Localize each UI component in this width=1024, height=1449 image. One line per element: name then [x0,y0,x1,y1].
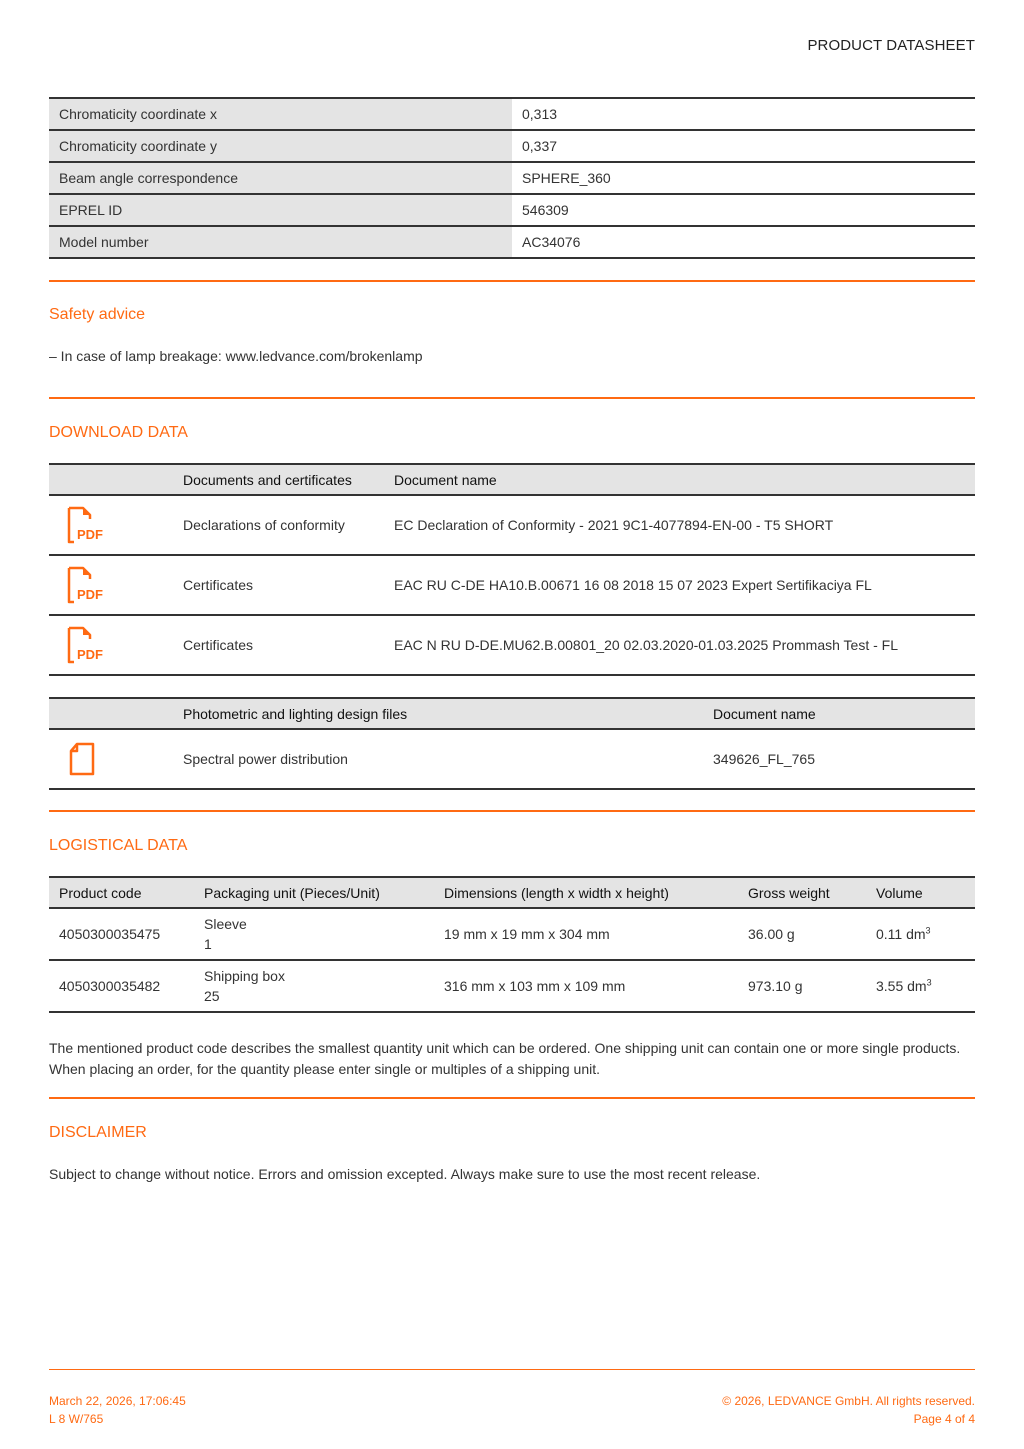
document-row[interactable] [49,556,975,616]
section-divider [49,1097,975,1099]
volume [876,926,975,942]
footer-divider [49,1369,975,1370]
safety-item[interactable]: – In case of lamp breakage: www.ledvance.com/brokenlamp [49,348,423,364]
safety-title: Safety advice [49,306,146,323]
disclaimer-text: Subject to change without notice. Errors and omission excepted. Always make sure to use the most recent release. [49,1166,761,1182]
spec-row [49,99,975,131]
document-type: Certificates [183,637,254,653]
photometric-name-link[interactable]: 349626_FL_765 [713,751,815,767]
spec-label: Chromaticity coordinate x [49,99,512,129]
logistics-table [49,876,975,1013]
photometric-type: Spectral power distribution [183,751,348,767]
header-gross-weight: Gross weight [748,884,830,901]
header-photometric: Photometric and lighting design files [183,705,408,722]
footer-copyright: © 2026, LEDVANCE GmbH. All rights reserved. [722,1394,975,1408]
volume-exponent: 3 [925,925,931,936]
header-packaging-unit: Packaging unit (Pieces/Unit) [204,884,380,901]
gross-weight: 973.10 g [748,978,803,994]
file-icon[interactable] [67,741,99,777]
svg-text:PDF: PDF [77,647,103,662]
page-header-title: PRODUCT DATASHEET [807,37,975,54]
header-documents: Documents and certificates [183,471,352,488]
logistics-row [49,961,975,1013]
document-name-link[interactable]: EAC N RU D-DE.MU62.B.00801_20 02.03.2020-01.03.2025 Prommash Test - FL [394,637,898,653]
photometric-table-header [49,699,975,730]
documents-table [49,463,975,676]
packaging-pieces: 25 [204,988,220,1004]
photometric-row[interactable] [49,730,975,790]
spec-value: AC34076 [522,234,581,250]
packaging-pieces: 1 [204,936,212,952]
document-type: Declarations of conformity [183,517,345,533]
spec-label: Chromaticity coordinate y [49,131,512,161]
spec-value: 546309 [522,202,569,218]
logistics-title: LOGISTICAL DATA [49,837,188,854]
packaging-unit: Shipping box [204,968,285,984]
photometric-table [49,697,975,790]
section-divider [49,397,975,399]
packaging-unit: Sleeve [204,916,247,932]
download-title: DOWNLOAD DATA [49,424,188,441]
logistics-row [49,909,975,961]
pdf-icon[interactable] [63,565,103,605]
logistics-note-line: The mentioned product code describes the smallest quantity unit which can be ordered. One shipping unit can contain one or more single products. [49,1040,961,1056]
disclaimer-title: DISCLAIMER [49,1124,147,1141]
spec-row [49,131,975,163]
document-type: Certificates [183,577,254,593]
section-divider [49,280,975,282]
logistics-table-header [49,878,975,909]
footer-line-2 [49,1412,975,1426]
dimensions: 316 mm x 103 mm x 109 mm [444,978,626,994]
document-name-link[interactable]: EC Declaration of Conformity - 2021 9C1-4077894-EN-00 - T5 SHORT [394,517,834,533]
volume-value: 0.11 dm [876,926,926,942]
svg-text:PDF: PDF [77,587,103,602]
spec-label: EPREL ID [49,195,512,225]
header-product-code: Product code [59,884,142,901]
svg-text:PDF: PDF [77,527,103,542]
footer-product: L 8 W/765 [49,1412,104,1426]
spec-value: 0,313 [522,106,558,122]
footer-line-1 [49,1394,975,1408]
volume-exponent: 3 [926,977,932,988]
spec-row [49,227,975,259]
section-divider [49,810,975,812]
spec-label: Beam angle correspondence [49,163,512,193]
pdf-icon[interactable] [63,625,103,665]
document-row[interactable] [49,616,975,676]
documents-table-header [49,465,975,496]
document-row[interactable] [49,496,975,556]
spec-value: 0,337 [522,138,558,154]
volume [876,978,975,994]
gross-weight: 36.00 g [748,926,795,942]
logistics-note-line: When placing an order, for the quantity please enter single or multiples of a shipping unit. [49,1061,600,1077]
spec-row [49,163,975,195]
spec-value: SPHERE_360 [522,170,611,186]
pdf-icon[interactable] [63,505,103,545]
header-document-name: Document name [394,471,497,488]
footer-datetime: March 22, 2026, 17:06:45 [49,1394,186,1408]
spec-row [49,195,975,227]
spec-label: Model number [49,227,512,257]
product-code: 4050300035475 [59,926,161,942]
header-document-name: Document name [713,705,816,722]
header-volume: Volume [876,884,923,901]
volume-value: 3.55 dm [876,978,927,994]
spec-table [49,97,975,259]
footer-page-number: Page 4 of 4 [913,1412,975,1426]
logistics-note [49,1038,979,1080]
dimensions: 19 mm x 19 mm x 304 mm [444,926,610,942]
product-code: 4050300035482 [59,978,161,994]
header-dimensions: Dimensions (length x width x height) [444,884,669,901]
document-name-link[interactable]: EAC RU C-DE HA10.B.00671 16 08 2018 15 07 2023 Expert Sertifikaciya FL [394,577,872,593]
